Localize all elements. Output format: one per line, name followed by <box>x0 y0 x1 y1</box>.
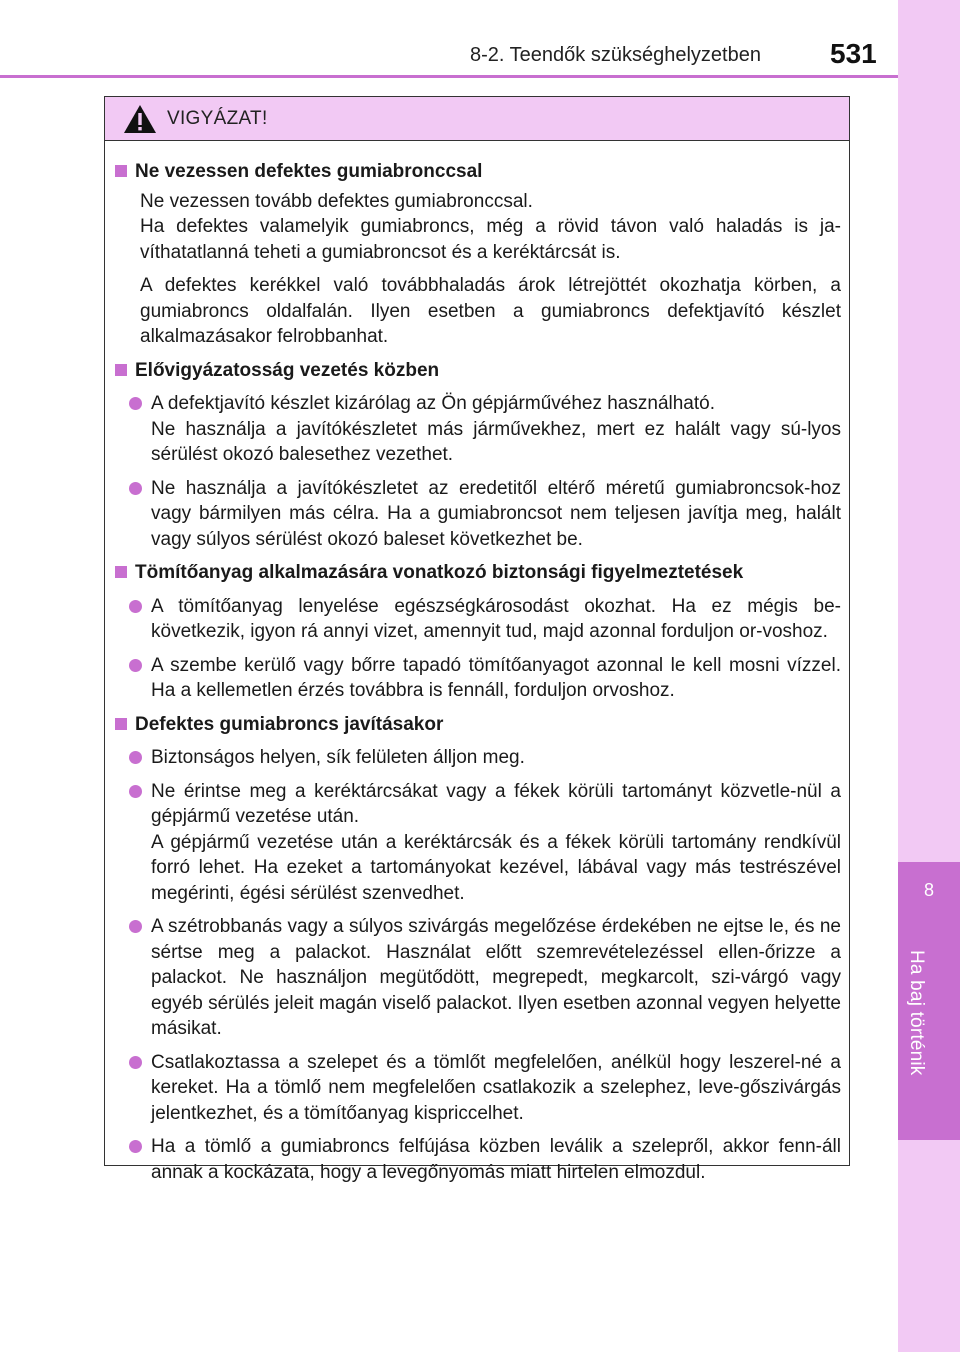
square-bullet-icon <box>115 364 127 376</box>
square-bullet-icon <box>115 718 127 730</box>
page-number: 531 <box>830 38 877 69</box>
round-bullet-icon <box>129 751 142 764</box>
bullet-item <box>129 1134 841 1185</box>
bullet-text <box>151 745 841 771</box>
round-bullet-icon <box>129 1056 142 1069</box>
section-heading-text: Ne vezessen defektes gumiabronccsal <box>135 161 483 182</box>
text-line: A szétrobbanás vagy a súlyos szivárgás megelőzése érdekében ne ejtse le, és ne sértse meg a palackot. Használat előtt szemrevételezéssel ellen-őrizze a palackot. Ne használjon megütődött, megrepedt, megkarcolt, szi-várgó vagy egyéb sérülés jeleit magán viselő palackot. Ilyen esetben azonnal vegyen helyette másikat. <box>151 916 841 1039</box>
section-heading <box>115 159 841 185</box>
section-heading <box>115 560 841 586</box>
text-line: A szembe kerülő vagy bőrre tapadó tömítőanyagot azonnal le kell mosni vízzel. Ha a kellemetlen érzés továbbra is fennáll, forduljon orvoshoz. <box>151 654 841 701</box>
section-heading-text: Elővigyázatosság vezetés közben <box>135 359 440 381</box>
square-bullet-icon <box>115 165 127 177</box>
bullet-item <box>129 745 841 771</box>
section-title: 8-2. Teendők szükséghelyzetben <box>470 44 761 66</box>
text-line: Ne vezessen tovább defektes gumiabronccsal. <box>140 190 533 212</box>
text-line: A gépjármű vezetése után a keréktárcsák és a fékek körüli tartomány rendkívül forró lehet. Ha ezeket a tartományokat kezével, lábával vagy más testrészével megérinti, égési sérülést szenvedhet. <box>151 831 841 904</box>
text-line: Biztonságos helyen, sík felületen álljon meg. <box>151 747 525 768</box>
bullet-item <box>129 1050 841 1127</box>
bullet-item <box>129 391 841 468</box>
bullet-item <box>129 476 841 553</box>
header-rule <box>0 75 898 78</box>
section-heading-text: Defektes gumiabroncs javításakor <box>135 713 444 735</box>
caution-title: VIGYÁZAT! <box>167 107 268 129</box>
round-bullet-icon <box>129 920 142 933</box>
warning-triangle-icon <box>123 104 157 134</box>
text-line: Ne érintse meg a keréktárcsákat vagy a fékek körüli tartományt közvetle-nül a gépjármű vezetése után. <box>151 780 841 827</box>
side-tab <box>898 0 960 1352</box>
bullet-text <box>151 779 841 907</box>
round-bullet-icon <box>129 397 142 410</box>
bullet-text <box>151 1050 841 1127</box>
section-heading-text: Tömítőanyag alkalmazására vonatkozó biztonsági figyelmeztetések <box>135 562 744 583</box>
text-line: Csatlakoztassa a szelepet és a tömlőt megfelelően, anélkül hogy leszerel-né a kereket. Ha a tömlő nem megfelelően csatlakozik a szelephez, leve-gőszivárgás jelentkezhet, és a tömítőanyag kispriccelhet. <box>151 1051 841 1124</box>
text-line: Ne használja a javítókészletet más járművekhez, mert ez halált vagy sú-lyos sérülést okozó balesethez vezethet. <box>151 418 841 465</box>
caution-header <box>105 97 849 141</box>
bullet-item <box>129 594 841 645</box>
bullet-text <box>151 391 841 468</box>
round-bullet-icon <box>129 785 142 798</box>
round-bullet-icon <box>129 1140 142 1153</box>
bullet-text <box>151 914 841 1042</box>
round-bullet-icon <box>129 659 142 672</box>
bullet-text <box>151 476 841 553</box>
text-line: Ha a tömlő a gumiabroncs felfújása közben leválik a szelepről, akkor fenn-áll annak a kockázata, hogy a levegőnyomás miatt hirtelen elmozdul. <box>151 1136 841 1183</box>
bullet-item <box>129 653 841 704</box>
chapter-title: Ha baj történik <box>906 950 927 1076</box>
section-heading <box>115 358 841 384</box>
paragraph <box>140 273 841 350</box>
round-bullet-icon <box>129 482 142 495</box>
text-line: Ha defektes valamelyik gumiabroncs, még a rövid távon való haladás is ja-víthatatlanná teheti a gumiabroncsot és a keréktárcsát is. <box>140 216 841 263</box>
caution-box <box>104 96 850 1183</box>
square-bullet-icon <box>115 566 127 578</box>
bullet-text <box>151 653 841 704</box>
chapter-number: 8 <box>923 880 934 900</box>
text-line: A defektjavító készlet kizárólag az Ön gépjárművéhez használható. <box>151 393 715 414</box>
section-heading <box>115 712 841 738</box>
text-line: A defektes kerékkel való továbbhaladás árok létrejöttét okozhatja körben, a gumiabroncs oldalfalán. Ilyen esetben a gumiabroncs defektjavító készlet alkalmazásakor felrobbanhat. <box>140 275 841 347</box>
bullet-item <box>129 914 841 1042</box>
bullet-item <box>129 779 841 907</box>
bullet-text <box>151 594 841 645</box>
round-bullet-icon <box>129 600 142 613</box>
caution-content <box>105 141 849 1185</box>
text-line: Ne használja a javítókészletet az eredetitől eltérő méretű gumiabroncsok-hoz vagy bármilyen más célra. Ha a gumiabroncsot nem teljesen javítja meg, halált vagy súlyos sérülést okozó baleset következhet be. <box>151 477 841 550</box>
bullet-text <box>151 1134 841 1185</box>
paragraph <box>140 189 841 266</box>
text-line: A tömítőanyag lenyelése egészségkárosodást okozhat. Ha ez mégis be-következik, igyon rá annyi vizet, amennyit tud, majd azonnal forduljon or-voshoz. <box>151 595 841 642</box>
